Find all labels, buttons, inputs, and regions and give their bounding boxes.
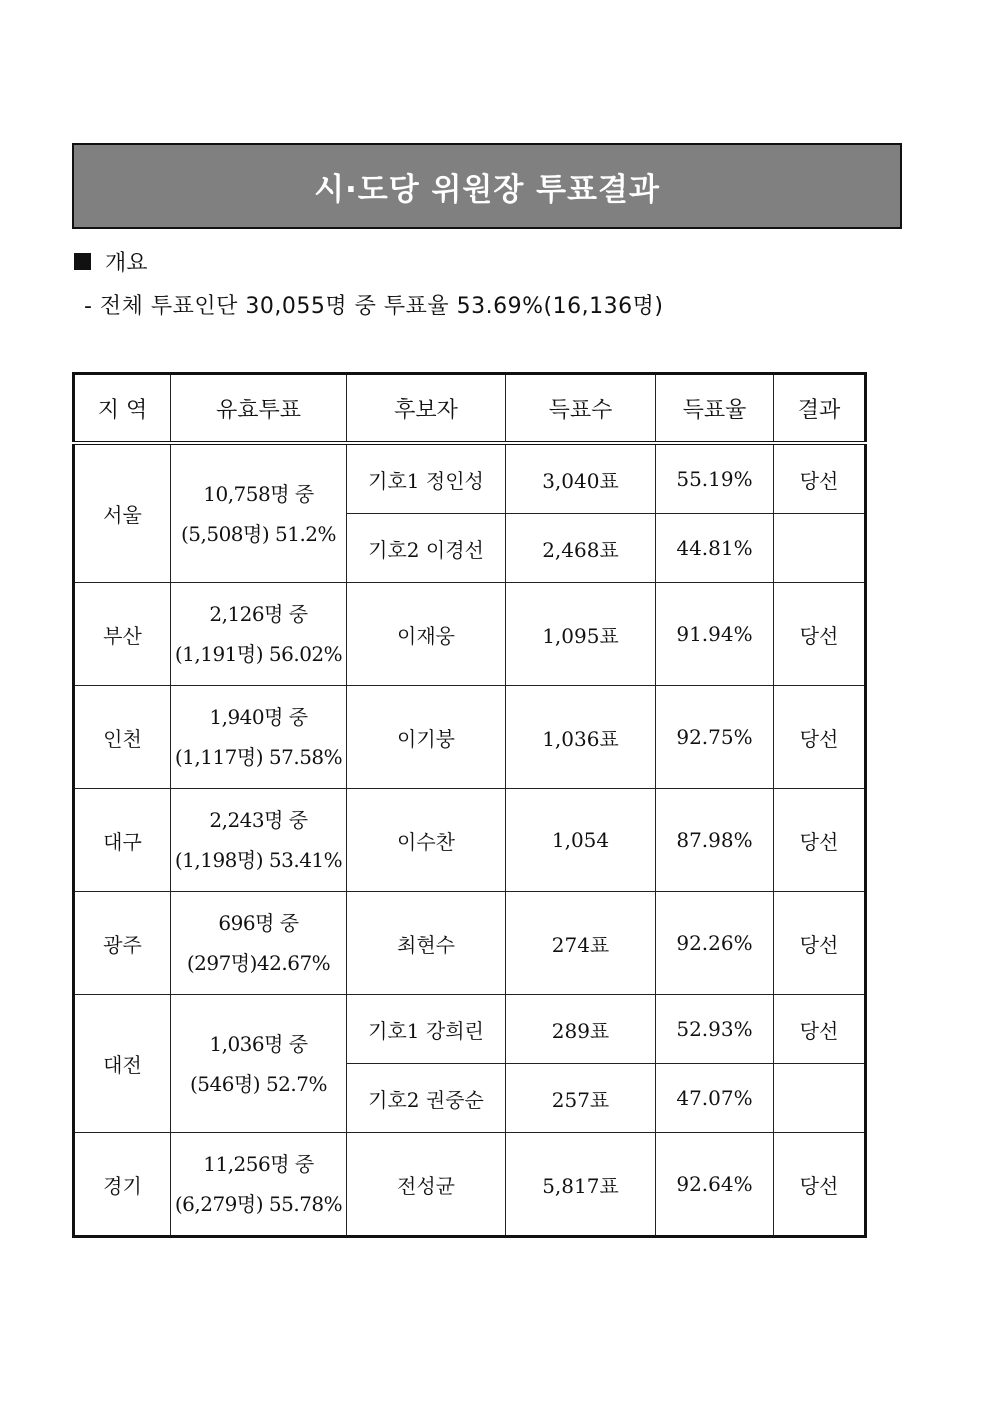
- region-cell: 광주: [74, 892, 171, 995]
- vote-rate-cell: 91.94%: [656, 583, 774, 686]
- result-cell: 당선: [774, 789, 866, 892]
- candidate-cell: 기호1 강희린: [347, 995, 506, 1064]
- header-region: 지 역: [74, 374, 171, 444]
- valid-votes-line: (1,198명) 53.41%: [174, 848, 343, 872]
- result-cell: 당선: [774, 583, 866, 686]
- valid-votes-cell: [171, 686, 347, 789]
- vote-rate-cell: 47.07%: [656, 1064, 774, 1133]
- result-cell: 당선: [774, 443, 866, 514]
- valid-votes-cell: [171, 583, 347, 686]
- candidate-cell: 기호2 권중순: [347, 1064, 506, 1133]
- result-cell: 당선: [774, 995, 866, 1064]
- region-cell: 경기: [74, 1133, 171, 1237]
- bullet-square-icon: [74, 253, 91, 270]
- valid-votes-line: (1,191명) 56.02%: [174, 642, 343, 666]
- page-title: 시·도당 위원장 투표결과: [314, 171, 660, 208]
- vote-rate-cell: 92.64%: [656, 1133, 774, 1237]
- vote-count-cell: 1,095표: [506, 583, 656, 686]
- valid-votes-line: (5,508명) 51.2%: [180, 521, 337, 546]
- section-heading: [74, 246, 148, 277]
- table-header-row: [74, 374, 866, 444]
- region-cell: 부산: [74, 583, 171, 686]
- vote-rate-cell: 44.81%: [656, 514, 774, 583]
- valid-votes-cell: [171, 1133, 347, 1237]
- result-cell: 당선: [774, 1133, 866, 1237]
- table-row: [74, 995, 866, 1064]
- title-banner: [72, 143, 902, 229]
- candidate-cell: 기호2 이경선: [347, 514, 506, 583]
- table-row: [74, 1133, 866, 1237]
- valid-votes-line: 696명 중: [218, 911, 299, 935]
- vote-rate-cell: 92.26%: [656, 892, 774, 995]
- vote-count-cell: 274표: [506, 892, 656, 995]
- vote-count-cell: 2,468표: [506, 514, 656, 583]
- valid-votes-line: (546명) 52.7%: [190, 1071, 327, 1096]
- vote-count-cell: 3,040표: [506, 443, 656, 514]
- candidate-cell: 전성균: [347, 1133, 506, 1237]
- vote-rate-cell: 55.19%: [656, 443, 774, 514]
- valid-votes-cell: [171, 789, 347, 892]
- table-row: [74, 443, 866, 514]
- valid-votes-line: (297명)42.67%: [186, 951, 331, 975]
- region-cell: 대전: [74, 995, 171, 1133]
- valid-votes-cell: [171, 995, 347, 1133]
- header-vote-count: 득표수: [506, 374, 656, 444]
- results-table: [72, 372, 867, 1238]
- vote-rate-cell: 87.98%: [656, 789, 774, 892]
- table-row: [74, 686, 866, 789]
- valid-votes-line: (6,279명) 55.78%: [174, 1192, 343, 1216]
- vote-count-cell: 1,054: [506, 789, 656, 892]
- vote-count-cell: 1,036표: [506, 686, 656, 789]
- vote-count-cell: 289표: [506, 995, 656, 1064]
- vote-count-cell: 5,817표: [506, 1133, 656, 1237]
- valid-votes-line: 10,758명 중: [203, 481, 314, 506]
- valid-votes-line: 2,243명 중: [209, 808, 308, 832]
- vote-count-cell: 257표: [506, 1064, 656, 1133]
- candidate-cell: 기호1 정인성: [347, 443, 506, 514]
- table-row: [74, 892, 866, 995]
- region-cell: 서울: [74, 443, 171, 583]
- vote-rate-cell: 92.75%: [656, 686, 774, 789]
- valid-votes-cell: [171, 892, 347, 995]
- candidate-cell: 이기붕: [347, 686, 506, 789]
- valid-votes-line: 2,126명 중: [209, 602, 308, 626]
- candidate-cell: 최현수: [347, 892, 506, 995]
- valid-votes-line: (1,117명) 57.58%: [174, 745, 343, 769]
- valid-votes-line: 11,256명 중: [203, 1152, 314, 1176]
- result-cell: [774, 1064, 866, 1133]
- valid-votes-cell: [171, 443, 347, 583]
- candidate-cell: 이재웅: [347, 583, 506, 686]
- result-cell: 당선: [774, 892, 866, 995]
- valid-votes-line: 1,036명 중: [209, 1031, 308, 1056]
- table-row: [74, 789, 866, 892]
- summary-line: - 전체 투표인단 30,055명 중 투표율 53.69%(16,136명): [84, 294, 664, 319]
- result-cell: [774, 514, 866, 583]
- table-row: [74, 583, 866, 686]
- header-vote-rate: 득표율: [656, 374, 774, 444]
- section-heading-label: 개요: [105, 251, 148, 276]
- vote-rate-cell: 52.93%: [656, 995, 774, 1064]
- valid-votes-line: 1,940명 중: [209, 705, 308, 729]
- region-cell: 대구: [74, 789, 171, 892]
- header-valid-votes: 유효투표: [171, 374, 347, 444]
- header-result: 결과: [774, 374, 866, 444]
- result-cell: 당선: [774, 686, 866, 789]
- candidate-cell: 이수찬: [347, 789, 506, 892]
- header-candidate: 후보자: [347, 374, 506, 444]
- region-cell: 인천: [74, 686, 171, 789]
